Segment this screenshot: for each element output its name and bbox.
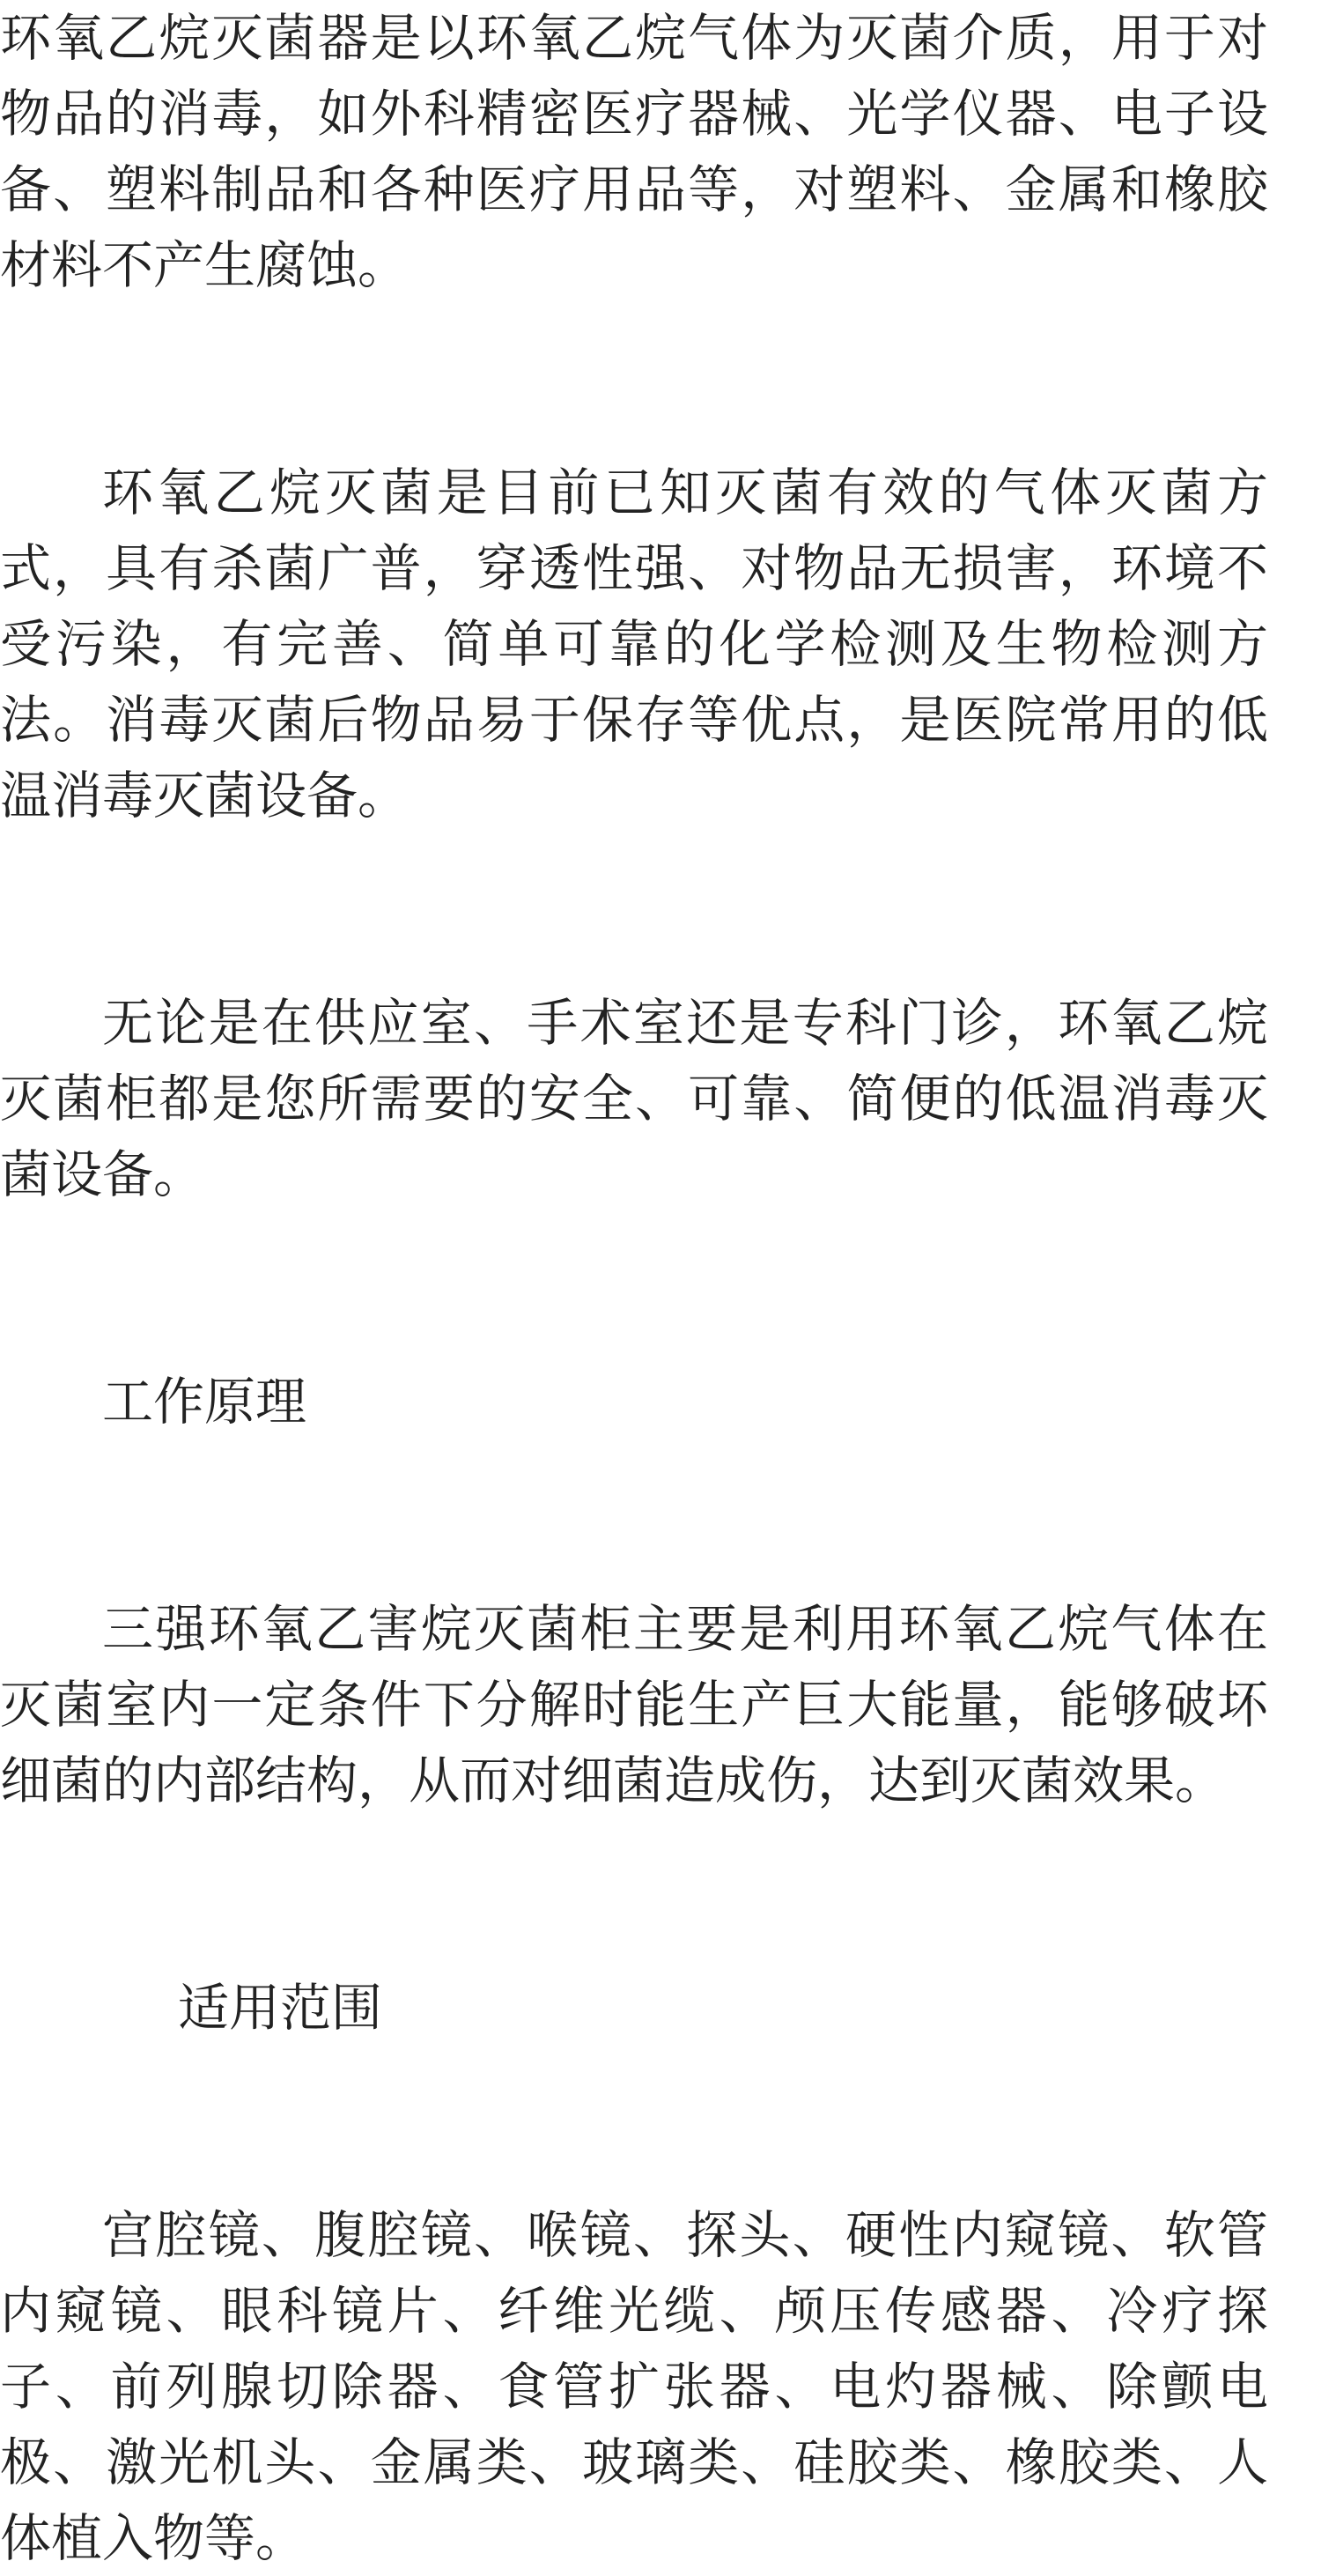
paragraph-intro: 环氧乙烷灭菌器是以环氧乙烷气体为灭菌介质，用于对物品的消毒，如外科精密医疗器械、光学仪器、电子设备、塑料制品和各种医疗用品等，对塑料、金属和橡胶材料不产生腐蚀。 <box>0 8 1268 295</box>
paragraph-usage-locations: 无论是在供应室、手术室还是专科门诊，环氧乙烷灭菌柜都是您所需要的安全、可靠、简便的低温消毒灭菌设备。 <box>0 993 1268 1204</box>
paragraph-gap <box>0 1212 1268 1364</box>
section-heading-working-principle: 工作原理 <box>102 1372 307 1432</box>
paragraph-gap <box>0 303 1268 455</box>
paragraph-gap <box>0 833 1268 985</box>
section-heading-scope: 适用范围 <box>178 1978 383 2038</box>
paragraph-gap <box>0 2046 1268 2197</box>
paragraph-advantages: 环氧乙烷灭菌是目前已知灭菌有效的气体灭菌方式，具有杀菌广普，穿透性强、对物品无损害，环境不受污染，有完善、简单可靠的化学检测及生物检测方法。消毒灭菌后物品易于保存等优点，是医院常用的低温消毒灭菌设备。 <box>0 463 1268 825</box>
paragraph-gap <box>0 1440 1268 1591</box>
paragraph-gap <box>0 1818 1268 1970</box>
paragraph-working-principle: 三强环氧乙害烷灭菌柜主要是利用环氧乙烷气体在灭菌室内一定条件下分解时能生产巨大能量，能够破坏细菌的内部结构，从而对细菌造成伤，达到灭菌效果。 <box>0 1599 1268 1810</box>
paragraph-scope-items: 宫腔镜、腹腔镜、喉镜、探头、硬性内窥镜、软管内窥镜、眼科镜片、纤维光缆、颅压传感器、冷疗探子、前列腺切除器、食管扩张器、电灼器械、除颤电极、激光机头、金属类、玻璃类、硅胶类、橡胶类、人体植入物等。 <box>0 2205 1268 2568</box>
